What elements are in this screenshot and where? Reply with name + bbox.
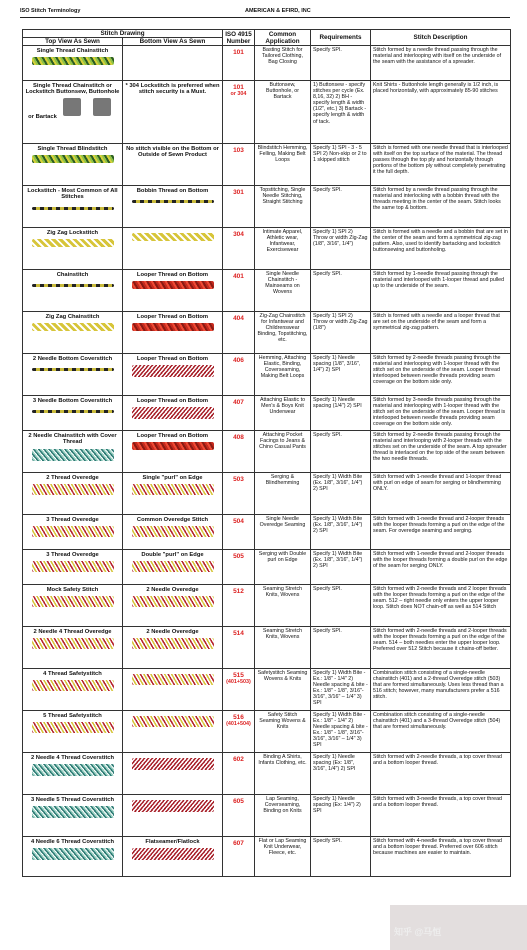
description-cell: Stitch formed with 4-needle threads, a top cover thread and a bottom looper thread. Preferred over 606 stitch because machines are easier to maintain. xyxy=(371,837,511,877)
iso-number: 101 xyxy=(233,84,244,91)
application-cell: Attaching Pocket Facings to Jeans & Chino Casual Pants xyxy=(255,431,311,473)
top-stitch-swatch xyxy=(32,680,114,691)
requirements-cell: Specify SPI. xyxy=(311,585,371,627)
bottom-view-cell xyxy=(123,473,223,515)
bottom-stitch-swatch xyxy=(132,484,214,495)
bottom-view-cell xyxy=(123,627,223,669)
bottom-view-cell xyxy=(123,669,223,711)
top-stitch-swatch xyxy=(32,806,114,818)
table-row xyxy=(23,46,511,81)
requirements-cell: Specify 1) Needle spacing (Ex: 1/4") 2) SPI xyxy=(311,795,371,837)
iso-number: 607 xyxy=(233,840,244,847)
top-view-cell xyxy=(23,711,123,753)
iso-number-cell xyxy=(223,396,255,431)
application-cell: Zig-Zag Chainstitch for Infantwear and Childrenswear Binding, Topstitching, etc. xyxy=(255,312,311,354)
application-cell: Blindstitch Hemming, Felling, Making Belt Loops xyxy=(255,144,311,186)
application-cell: Single Needle Chainstitch - Mainseams on Wovens xyxy=(255,270,311,312)
iso-number-extra: or 304 xyxy=(230,91,247,97)
stitch-name: Single Thread Blindstitch xyxy=(37,146,108,152)
bottom-view-cell xyxy=(123,354,223,396)
top-view-cell xyxy=(23,550,123,585)
table-row xyxy=(23,354,511,396)
table-row xyxy=(23,585,511,627)
header-left: ISO Stitch Terminology xyxy=(20,8,81,14)
top-stitch-swatch xyxy=(32,410,114,413)
top-view-cell xyxy=(23,270,123,312)
application-cell: Intimate Apparel, Athletic wear, Infantwear, Exercisewear xyxy=(255,228,311,270)
table-row xyxy=(23,473,511,515)
top-stitch-swatch xyxy=(32,638,114,649)
stitch-name: Lockstitch - Most Common of All Stitches xyxy=(27,188,118,201)
table-row xyxy=(23,312,511,354)
requirements-cell: Specify SPI. xyxy=(311,837,371,877)
iso-number-cell xyxy=(223,270,255,312)
requirements-cell: Specify SPI. xyxy=(311,46,371,81)
requirements-cell: Specify 1) SPI - 3 - 5 SPI 2) Non-skip or 2 to 1 skipped stitch xyxy=(311,144,371,186)
bottom-stitch-swatch xyxy=(132,674,214,685)
description-cell: Stitch formed with 1-needle thread and 2-looper threads with the looper threads forming a double purl on the edge of the seam for serging ONLY. xyxy=(371,550,511,585)
stitch-name: Single Thread Chainstitch xyxy=(36,48,109,54)
bottom-view-cell xyxy=(123,431,223,473)
bottom-view-cell xyxy=(123,312,223,354)
description-cell: Stitch formed with 2-needle threads and 2 looper threads with the looper threads forming a purl on the edge of the seam. 512 – right needle only enters the upper looper loop. Stitch does NOT chain-off as well as 514 Stitch xyxy=(371,585,511,627)
description-cell: Stitch formed by 2-needle threads passing through the material and interlooping with 1-looper thread with the stitch set on the underside of the seam. Looper thread interlooped between needle threads providing seam coverage on the bottom side only. xyxy=(371,354,511,396)
top-stitch-swatch xyxy=(32,596,114,607)
top-view-cell xyxy=(23,837,123,877)
watermark: 知乎 @马恒 xyxy=(390,905,527,950)
bottom-view-label: Looper Thread on Bottom xyxy=(136,314,209,320)
stitch-name: Single Thread Chainstitch or Lockstitch Buttonsew, Buttonhole or Bartack xyxy=(25,83,120,120)
requirements-cell: Specify 1) Width Bite - Ex.: 1/8" - 1/4" 2) Needle spacing & bite - Ex.: 1/8" - 1/8", 3/16"- 3/16", 3/16" – 1/4" 3) SPI xyxy=(311,669,371,711)
top-stitch-swatch xyxy=(32,368,114,371)
application-cell: Flat or Lap Seaming Knit Underwear, Fleece, etc. xyxy=(255,837,311,877)
top-stitch-swatch xyxy=(32,449,114,461)
iso-number: 504 xyxy=(233,518,244,525)
application-cell: Safety Stitch Seaming Wovens & Knits xyxy=(255,711,311,753)
bottom-view-label: Looper Thread on Bottom xyxy=(136,433,209,439)
iso-number: 401 xyxy=(233,273,244,280)
bottom-view-cell xyxy=(123,228,223,270)
iso-number: 602 xyxy=(233,756,244,763)
requirements-cell: Specify SPI. xyxy=(311,431,371,473)
bottom-view-cell xyxy=(123,515,223,550)
bottom-view-cell xyxy=(123,81,223,144)
table-row xyxy=(23,669,511,711)
table-row xyxy=(23,795,511,837)
iso-heading: ISO 4915 Number xyxy=(223,30,255,46)
bottom-view-cell xyxy=(123,46,223,81)
bottom-view-label: Looper Thread on Bottom xyxy=(136,272,209,278)
description-cell: Stitch is formed with one needle thread that is interlooped with itself on the top surface of the material. The thread passes through the top ply and horizontally through portions of the bottom ply without completely penetrating it the full depth. xyxy=(371,144,511,186)
top-view-cell xyxy=(23,46,123,81)
bottom-view-label: 2 Needle Overedge xyxy=(146,629,199,635)
bottom-view-label: Single "purl" on Edge xyxy=(142,475,203,481)
bottom-stitch-swatch xyxy=(132,200,214,203)
requirements-cell: Specify SPI. xyxy=(311,270,371,312)
iso-number-cell xyxy=(223,46,255,81)
table-row xyxy=(23,515,511,550)
stitch-name: Chainstitch xyxy=(56,272,89,278)
top-stitch-swatch xyxy=(32,848,114,860)
stitch-name: 5 Thread Safetystitch xyxy=(43,713,102,719)
application-cell: Binding A Shirts, Infants Clothing, etc. xyxy=(255,753,311,795)
stitch-name: 4 Thread Safetystitch xyxy=(43,671,102,677)
top-stitch-swatch xyxy=(32,239,114,247)
stitch-name: 3 Thread Overedge xyxy=(46,552,99,558)
bottom-view-label: Bobbin Thread on Bottom xyxy=(136,188,209,194)
bottom-view-label: No stitch visible on the Bottom or Outside of Sewn Product xyxy=(126,146,219,159)
bottom-stitch-swatch xyxy=(132,407,214,419)
stitch-name: 2 Needle 4 Thread Coverstitch xyxy=(30,755,115,761)
iso-number: 605 xyxy=(233,798,244,805)
application-cell: Serging with Double purl on Edge xyxy=(255,550,311,585)
bottom-view-cell xyxy=(123,795,223,837)
iso-number: 512 xyxy=(233,588,244,595)
description-cell: Stitch formed with 2-needle threads, a top cover thread and a bottom looper thread. xyxy=(371,753,511,795)
top-stitch-swatch xyxy=(32,284,114,287)
application-cell: Serging & Blindhemming xyxy=(255,473,311,515)
iso-number-cell xyxy=(223,431,255,473)
top-view-cell xyxy=(23,312,123,354)
table-row xyxy=(23,837,511,877)
requirements-cell: Specify 1) Width Bite - Ex.: 1/8" - 1/4" 2) Needle spacing & bite - Ex.: 1/8" - 1/8", 3/16"- 3/16", 3/16" – 1/4" 3) SPI xyxy=(311,711,371,753)
stitch-name: 4 Needle 6 Thread Coverstitch xyxy=(30,839,115,845)
header-rule xyxy=(20,17,510,18)
top-view-cell xyxy=(23,81,123,144)
bottom-view-cell xyxy=(123,186,223,228)
bottom-view-label: Looper Thread on Bottom xyxy=(136,356,209,362)
bottom-view-cell xyxy=(123,396,223,431)
bottom-view-label: Common Overedge Stitch xyxy=(136,517,209,523)
requirements-cell: Specify SPI. xyxy=(311,627,371,669)
bottom-view-cell xyxy=(123,753,223,795)
iso-number-cell xyxy=(223,753,255,795)
top-view-cell xyxy=(23,396,123,431)
bottom-view-label: 2 Needle Overedge xyxy=(146,587,199,593)
bottom-view-cell xyxy=(123,837,223,877)
iso-number-cell xyxy=(223,81,255,144)
bottom-stitch-swatch xyxy=(132,365,214,377)
iso-number-extra: (401+504) xyxy=(226,721,251,727)
table-row xyxy=(23,270,511,312)
application-cell: Single Needle Overedge Seaming xyxy=(255,515,311,550)
stitch-name: Mock Safety Stitch xyxy=(46,587,99,593)
iso-number: 101 xyxy=(233,49,244,56)
description-cell: Stitch is formed with a needle and a bobbin that are set in the center of the seam and form a symmetrical zig-zag pattern. Also, used to identify bartacking and lockstitch buttonsewing and buttonholing. xyxy=(371,228,511,270)
machine-sample-icon xyxy=(93,98,111,116)
bottom-stitch-swatch xyxy=(132,526,214,537)
requirements-cell: Specify 1) Needle spacing (1/4") 2) SPI xyxy=(311,396,371,431)
top-view-cell xyxy=(23,515,123,550)
description-cell: Combination stitch consisting of a single-needle chainstitch (401) and a 3-thread Overedge stitch (504) that are formed simultaneously. xyxy=(371,711,511,753)
iso-number-cell xyxy=(223,473,255,515)
bottom-view-cell xyxy=(123,270,223,312)
requirements-cell: Specify 1) Width Bite (Ex. 1/8", 3/16", 1/4") 2) SPI xyxy=(311,473,371,515)
requirements-cell: Specify 1) Needle spacing (Ex: 1/8", 3/16", 1/4") 2) SPI xyxy=(311,753,371,795)
iso-number-cell xyxy=(223,228,255,270)
top-view-cell xyxy=(23,585,123,627)
top-view-cell xyxy=(23,669,123,711)
bottom-view-label: * 304 Lockstitch is preferred when stitch security is a Must. xyxy=(125,83,220,96)
application-cell: Attaching Elastic to Men's & Boys Knit Underwear xyxy=(255,396,311,431)
stitch-drawing-heading: Stitch Drawing xyxy=(23,30,223,38)
top-view-cell xyxy=(23,354,123,396)
description-cell: Stitch formed with 1-needle thread and 2-looper threads with the looper threads forming a purl on the edge of the seam. For overedge seaming and serging. xyxy=(371,515,511,550)
top-stitch-swatch xyxy=(32,155,114,163)
iso-number: 505 xyxy=(233,553,244,560)
bottom-stitch-swatch xyxy=(132,323,214,331)
iso-number-cell xyxy=(223,186,255,228)
iso-number-cell xyxy=(223,711,255,753)
iso-number-cell xyxy=(223,515,255,550)
bottom-stitch-swatch xyxy=(132,716,214,727)
top-view-cell xyxy=(23,144,123,186)
bottom-stitch-swatch xyxy=(132,281,214,289)
description-heading: Stitch Description xyxy=(371,30,511,46)
iso-number-cell xyxy=(223,669,255,711)
top-view-cell xyxy=(23,753,123,795)
iso-number-cell xyxy=(223,354,255,396)
bottom-stitch-swatch xyxy=(132,596,214,607)
iso-number: 301 xyxy=(233,189,244,196)
requirements-heading: Requirements xyxy=(311,30,371,46)
bottom-stitch-swatch xyxy=(132,638,214,649)
stitch-name: 2 Needle Bottom Coverstitch xyxy=(32,356,113,362)
table-row xyxy=(23,396,511,431)
iso-number: 408 xyxy=(233,434,244,441)
application-cell: Lap Seaming, Coverseaming, Binding on Knits xyxy=(255,795,311,837)
description-cell: Stitch formed with 3-needle threads, a top cover thread and a bottom looper thread. xyxy=(371,795,511,837)
bottom-view-cell xyxy=(123,550,223,585)
table-row xyxy=(23,228,511,270)
requirements-cell: Specify 1) Width Bite (Ex. 1/8", 3/16", 1/4") 2) SPI xyxy=(311,515,371,550)
application-heading: Common Application xyxy=(255,30,311,46)
application-cell: Safetystitch Seaming Wovens & Knits xyxy=(255,669,311,711)
iso-number: 103 xyxy=(233,147,244,154)
bottom-stitch-swatch xyxy=(132,561,214,572)
description-cell: Stitch formed by 3-needle threads passing through the material and interlooping with 1-looper thread with the stitch set on the underside of the seam. Looper thread is interlooped between needle threads providing seam coverage on the bottom side only. xyxy=(371,396,511,431)
iso-number-cell xyxy=(223,550,255,585)
requirements-cell: Specify SPI. xyxy=(311,186,371,228)
description-cell: Stitch formed by a needle thread passing through the material and interlocking with a bobbin thread with the threads meeting in the center of the seam. Stitch looks the same top & bottom. xyxy=(371,186,511,228)
top-stitch-swatch xyxy=(32,323,114,331)
application-cell: Buttonsew, Buttonhole, or Bartack xyxy=(255,81,311,144)
top-stitch-swatch xyxy=(32,722,114,733)
table-row xyxy=(23,550,511,585)
bottom-stitch-swatch xyxy=(132,758,214,770)
top-view-heading: Top View As Sewn xyxy=(23,38,123,46)
iso-number-cell xyxy=(223,837,255,877)
requirements-cell: Specify 1) Width Bite (Ex. 1/8", 3/16", 1/4") 2) SPI xyxy=(311,550,371,585)
table-row xyxy=(23,753,511,795)
requirements-cell: Specify 1) SPI 2) Throw or width Zig-Zag (1/8") xyxy=(311,312,371,354)
application-cell: Seaming Stretch Knits, Wovens xyxy=(255,627,311,669)
iso-number-cell xyxy=(223,144,255,186)
bottom-stitch-swatch xyxy=(132,233,214,241)
description-cell: Stitch formed by 1-needle thread passing through the material and interlooped with 1-looper thread and pulled up to the underside of the seam. xyxy=(371,270,511,312)
iso-number: 304 xyxy=(233,231,244,238)
description-cell: Stitch is formed with a needle and a looper thread that are set on the underside of the seam and form a symmetrical zig-zag pattern. xyxy=(371,312,511,354)
top-view-cell xyxy=(23,795,123,837)
stitch-name: 2 Thread Overedge xyxy=(46,475,99,481)
description-cell: Stitch formed by 2-needle threads passing through the material and interlooping with 2-looper threads with the stitches set on the underside of the seam. A top spreader thread is interlaced on the top side of the seam between the two needle threads. xyxy=(371,431,511,473)
description-cell: Stitch formed with 2-needle threads and 2-looper threads with the looper threads forming a purl on the edge of the seam. 514 – both needles enter the upper looper loop. Preferred over 512 Stitch because it chains-off better. xyxy=(371,627,511,669)
bottom-view-label: Flatseamer/Flatlock xyxy=(145,839,200,845)
application-cell: Basting Stitch for Tailored Clothing, Bag Closing xyxy=(255,46,311,81)
iso-number-cell xyxy=(223,585,255,627)
requirements-cell: 1) Buttonsew - specify stitches per cycle (Ex. 8,16, 32) 2) BH - specify length & width (1/2", etc.) 3) Bartack - specify length & width of tack. xyxy=(311,81,371,144)
description-cell: Knit Shirts - Buttonhole length generally is 1/2 inch, is placed horizontally, with approximately 85-90 stitches xyxy=(371,81,511,144)
stitch-name: Zig Zag Chainstitch xyxy=(45,314,100,320)
iso-number-cell xyxy=(223,627,255,669)
top-view-cell xyxy=(23,228,123,270)
stitch-name: 3 Thread Overedge xyxy=(46,517,99,523)
stitch-name: 3 Needle 5 Thread Coverstitch xyxy=(30,797,115,803)
table-row xyxy=(23,711,511,753)
stitch-name: 2 Needle Chainstitch with Cover Thread xyxy=(28,433,117,446)
iso-number: 516 xyxy=(233,714,244,721)
iso-number-extra: (401+503) xyxy=(226,679,251,685)
requirements-cell: Specify 1) Needle spacing (1/8", 3/16", 1/4") 2) SPI xyxy=(311,354,371,396)
iso-number: 407 xyxy=(233,399,244,406)
stitch-table xyxy=(22,29,511,877)
iso-number: 503 xyxy=(233,476,244,483)
iso-number: 404 xyxy=(233,315,244,322)
iso-number: 514 xyxy=(233,630,244,637)
application-cell: Seaming Stretch Knits, Wovens xyxy=(255,585,311,627)
description-cell: Stitch formed by a needle thread passing through the material and interlooping with itself on the underside of the seam with the assistance of a spreader. xyxy=(371,46,511,81)
stitch-name: 2 Needle 4 Thread Overedge xyxy=(33,629,112,635)
top-stitch-swatch xyxy=(32,561,114,572)
application-cell: Hemming, Attaching Elastic, Binding, Coverseaming, Making Belt Loops xyxy=(255,354,311,396)
bottom-stitch-swatch xyxy=(132,442,214,450)
table-row xyxy=(23,81,511,144)
description-cell: Combination stitch consisting of a single-needle chainstitch (401) and a 2-thread Overedge stitch (503) that are formed simultaneously. Uses less thread than a 516 stitch; however, many manufacturers prefer a 516 stitch. xyxy=(371,669,511,711)
top-view-cell xyxy=(23,186,123,228)
table-row xyxy=(23,144,511,186)
stitch-name: Zig Zag Lockstitch xyxy=(46,230,99,236)
top-view-cell xyxy=(23,473,123,515)
iso-number-cell xyxy=(223,312,255,354)
top-stitch-swatch xyxy=(32,484,114,495)
top-stitch-swatch xyxy=(32,57,114,65)
table-row xyxy=(23,627,511,669)
table-row xyxy=(23,186,511,228)
top-stitch-swatch xyxy=(32,207,114,210)
description-cell: Stitch formed with 1-needle thread and 1-looper thread with purl on edge of seam for serging or blindhemming ONLY. xyxy=(371,473,511,515)
header-center: AMERICAN & EFIRD, INC xyxy=(245,8,311,14)
bottom-view-heading: Bottom View As Sewn xyxy=(123,38,223,46)
top-stitch-swatch xyxy=(32,526,114,537)
top-stitch-swatch xyxy=(32,764,114,776)
bottom-view-cell xyxy=(123,144,223,186)
application-cell: Topstitching, Single Needle Stitching, Straight Stitching xyxy=(255,186,311,228)
requirements-cell: Specify 1) SPI 2) Throw or width Zig-Zag (1/8", 3/16", 1/4") xyxy=(311,228,371,270)
bottom-stitch-swatch xyxy=(132,848,214,860)
bottom-view-cell xyxy=(123,585,223,627)
iso-number: 406 xyxy=(233,357,244,364)
stitch-name: 3 Needle Bottom Coverstitch xyxy=(32,398,113,404)
bottom-stitch-swatch xyxy=(132,800,214,812)
table-row xyxy=(23,431,511,473)
iso-number: 515 xyxy=(233,672,244,679)
bottom-view-label: Looper Thread on Bottom xyxy=(136,398,209,404)
button-sample-icon xyxy=(63,98,81,116)
iso-number-cell xyxy=(223,795,255,837)
top-view-cell xyxy=(23,627,123,669)
top-view-cell xyxy=(23,431,123,473)
bottom-view-label: Double "purl" on Edge xyxy=(141,552,204,558)
bottom-view-cell xyxy=(123,711,223,753)
